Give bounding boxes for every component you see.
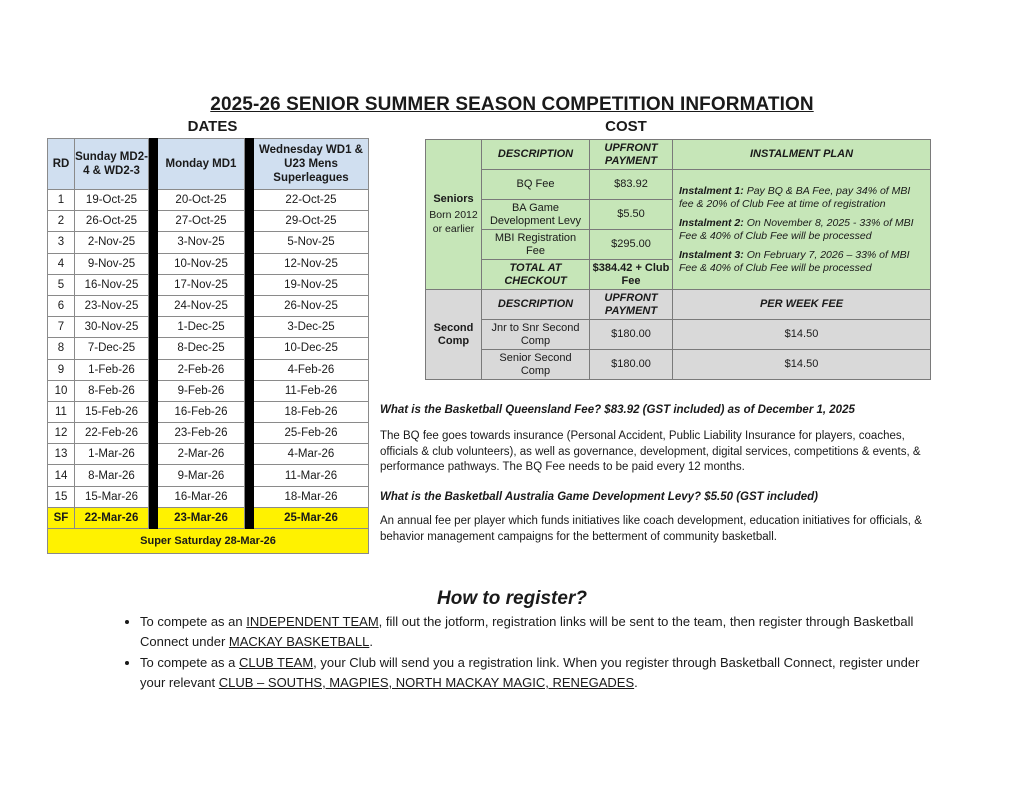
divider [245, 190, 254, 211]
divider [149, 232, 158, 253]
round-row [48, 317, 369, 338]
wednesday-date: 5-Nov-25 [254, 232, 369, 253]
round-row [48, 253, 369, 274]
divider [149, 253, 158, 274]
divider [149, 486, 158, 507]
dates-heading: DATES [187, 118, 238, 135]
round-number: SF [48, 507, 75, 528]
sunday-date: 22-Feb-26 [75, 423, 149, 444]
monday-date: 3-Nov-25 [158, 232, 245, 253]
sunday-date: 8-Mar-26 [75, 465, 149, 486]
sunday-date: 19-Oct-25 [75, 190, 149, 211]
divider [245, 317, 254, 338]
sunday-date: 15-Mar-26 [75, 486, 149, 507]
wednesday-date: 19-Nov-25 [254, 274, 369, 295]
second-desc: Senior Second Comp [482, 350, 590, 380]
round-number: 10 [48, 380, 75, 401]
divider [149, 507, 158, 528]
second-desc-header: DESCRIPTION [482, 290, 590, 320]
seniors-born-label: Born 2012 or earlier [429, 209, 478, 235]
instalment-plan-header: INSTALMENT PLAN [673, 140, 931, 170]
round-number: 15 [48, 486, 75, 507]
sunday-date: 7-Dec-25 [75, 338, 149, 359]
divider [245, 507, 254, 528]
instalment-1: Instalment 1: Pay BQ & BA Fee, pay 34% of MBI fee & 20% of Club Fee at time of registration [679, 184, 911, 210]
divider [149, 139, 158, 190]
round-number: 2 [48, 211, 75, 232]
ba-answer: An annual fee per player which funds initiatives like coach development, education initiatives for officials, & behavior management campaigns for the betterment of community basketball. [380, 515, 922, 543]
divider [149, 465, 158, 486]
sunday-date: 16-Nov-25 [75, 274, 149, 295]
monday-date: 23-Feb-26 [158, 423, 245, 444]
round-number: 7 [48, 317, 75, 338]
second-week-fee: $14.50 [673, 350, 931, 380]
round-number: 4 [48, 253, 75, 274]
monday-date: 20-Oct-25 [158, 190, 245, 211]
round-number: 6 [48, 295, 75, 316]
register-bullet-club: • To compete as a CLUB TEAM, your Club will send you a registration link. When you register through Basketball Connect, register under your relevant CLUB – SOUTHS, MAGPIES, NORTH MACKAY MAGIC, RENEGADES. [140, 653, 940, 693]
sunday-date: 23-Nov-25 [75, 295, 149, 316]
fee-desc: BA Game Development Levy [482, 200, 590, 230]
wednesday-date: 18-Mar-26 [254, 486, 369, 507]
round-row [48, 423, 369, 444]
total-amount: $384.42 + Club Fee [590, 260, 673, 290]
divider [245, 486, 254, 507]
divider [245, 359, 254, 380]
wednesday-date: 12-Nov-25 [254, 253, 369, 274]
register-list [118, 612, 940, 694]
super-saturday-row [48, 529, 369, 554]
divider [149, 190, 158, 211]
register-bullet-independent: • To compete as an INDEPENDENT TEAM, fill out the jotform, registration links will be sent to the team, then register through Basketball Connect under MACKAY BASKETBALL. [140, 612, 940, 652]
total-label: TOTAL AT CHECKOUT [482, 260, 590, 290]
round-row [48, 190, 369, 211]
divider [245, 465, 254, 486]
divider [245, 401, 254, 422]
wednesday-date: 29-Oct-25 [254, 211, 369, 232]
divider [245, 253, 254, 274]
sf-row [48, 507, 369, 528]
header-monday: Monday MD1 [158, 139, 245, 190]
sunday-date: 15-Feb-26 [75, 401, 149, 422]
round-number: 3 [48, 232, 75, 253]
round-number: 8 [48, 338, 75, 359]
divider [149, 295, 158, 316]
divider [149, 423, 158, 444]
round-number: 12 [48, 423, 75, 444]
divider [149, 401, 158, 422]
divider [245, 211, 254, 232]
wednesday-date: 25-Feb-26 [254, 423, 369, 444]
round-number: 9 [48, 359, 75, 380]
divider [245, 295, 254, 316]
round-row [48, 359, 369, 380]
divider [149, 338, 158, 359]
monday-date: 8-Dec-25 [158, 338, 245, 359]
header-rd: RD [48, 139, 75, 190]
round-number: 13 [48, 444, 75, 465]
monday-date: 9-Feb-26 [158, 380, 245, 401]
round-number: 11 [48, 401, 75, 422]
bq-question: What is the Basketball Queensland Fee? $83.92 (GST included) as of December 1, 2025 [380, 404, 855, 416]
divider [149, 444, 158, 465]
wednesday-date: 4-Mar-26 [254, 444, 369, 465]
divider [245, 274, 254, 295]
monday-date: 16-Mar-26 [158, 486, 245, 507]
round-row [48, 401, 369, 422]
divider [245, 423, 254, 444]
round-row [48, 338, 369, 359]
wednesday-date: 18-Feb-26 [254, 401, 369, 422]
bq-answer: The BQ fee goes towards insurance (Personal Accident, Public Liability Insurance for players, coaches, officials & club volunteers), as well as governance, development, digital services, competitions & events, & performance pathways. The BQ Fee needs to be paid every 12 months. [380, 430, 921, 473]
second-week-fee: $14.50 [673, 320, 931, 350]
monday-date: 2-Feb-26 [158, 359, 245, 380]
sunday-date: 8-Feb-26 [75, 380, 149, 401]
ba-question: What is the Basketball Australia Game Development Levy? $5.50 (GST included) [380, 491, 818, 503]
round-number: 1 [48, 190, 75, 211]
cost-heading: COST [605, 118, 647, 135]
instalment-3: Instalment 3: On February 7, 2026 – 33% of MBI Fee & 40% of Club Fee will be processed [679, 248, 910, 274]
divider [149, 359, 158, 380]
seniors-label: Seniors [433, 193, 474, 205]
sunday-date: 30-Nov-25 [75, 317, 149, 338]
fee-desc: BQ Fee [482, 170, 590, 200]
monday-date: 24-Nov-25 [158, 295, 245, 316]
wednesday-date: 3-Dec-25 [254, 317, 369, 338]
divider [245, 232, 254, 253]
sunday-date: 26-Oct-25 [75, 211, 149, 232]
fee-amount: $83.92 [590, 170, 673, 200]
instalment-2: Instalment 2: On November 8, 2025 - 33% of MBI Fee & 40% of Club Fee will be processed [679, 216, 914, 242]
divider [245, 338, 254, 359]
fee-amount: $5.50 [590, 200, 673, 230]
round-row [48, 380, 369, 401]
second-upfront-header: UPFRONT PAYMENT [590, 290, 673, 320]
divider [245, 139, 254, 190]
dates-table [47, 138, 369, 554]
monday-date: 23-Mar-26 [158, 507, 245, 528]
fee-desc: MBI Registration Fee [482, 230, 590, 260]
round-number: 5 [48, 274, 75, 295]
divider [245, 444, 254, 465]
seniors-group-cell [426, 140, 482, 290]
monday-date: 16-Feb-26 [158, 401, 245, 422]
sunday-date: 1-Mar-26 [75, 444, 149, 465]
monday-date: 9-Mar-26 [158, 465, 245, 486]
cost-table [425, 139, 931, 380]
wednesday-date: 11-Mar-26 [254, 465, 369, 486]
round-number: 14 [48, 465, 75, 486]
sunday-date: 9-Nov-25 [75, 253, 149, 274]
wednesday-date: 4-Feb-26 [254, 359, 369, 380]
seniors-upfront-header: UPFRONT PAYMENT [590, 140, 673, 170]
register-heading: How to register? [437, 588, 587, 609]
monday-date: 10-Nov-25 [158, 253, 245, 274]
round-row [48, 211, 369, 232]
sunday-date: 1-Feb-26 [75, 359, 149, 380]
second-amount: $180.00 [590, 350, 673, 380]
instalment-plan-cell [673, 170, 931, 290]
wednesday-date: 10-Dec-25 [254, 338, 369, 359]
seniors-desc-header: DESCRIPTION [482, 140, 590, 170]
round-row [48, 274, 369, 295]
second-comp-label: Second Comp [426, 290, 482, 380]
second-amount: $180.00 [590, 320, 673, 350]
fee-amount: $295.00 [590, 230, 673, 260]
dates-table-body [48, 190, 369, 554]
round-row [48, 486, 369, 507]
round-row [48, 444, 369, 465]
wednesday-date: 26-Nov-25 [254, 295, 369, 316]
wednesday-date: 22-Oct-25 [254, 190, 369, 211]
divider [149, 211, 158, 232]
divider [149, 380, 158, 401]
header-wednesday: Wednesday WD1 & U23 Mens Superleagues [254, 139, 369, 190]
sunday-date: 22-Mar-26 [75, 507, 149, 528]
monday-date: 2-Mar-26 [158, 444, 245, 465]
sunday-date: 2-Nov-25 [75, 232, 149, 253]
monday-date: 1-Dec-25 [158, 317, 245, 338]
divider [149, 317, 158, 338]
second-desc: Jnr to Snr Second Comp [482, 320, 590, 350]
monday-date: 17-Nov-25 [158, 274, 245, 295]
round-row [48, 465, 369, 486]
super-saturday: Super Saturday 28-Mar-26 [48, 529, 369, 554]
round-row [48, 295, 369, 316]
round-row [48, 232, 369, 253]
divider [149, 274, 158, 295]
per-week-header: PER WEEK FEE [673, 290, 931, 320]
page-title: 2025-26 SENIOR SUMMER SEASON COMPETITION INFORMATION [210, 94, 814, 115]
wednesday-date: 11-Feb-26 [254, 380, 369, 401]
header-sunday: Sunday MD2-4 & WD2-3 [75, 139, 149, 190]
divider [245, 380, 254, 401]
wednesday-date: 25-Mar-26 [254, 507, 369, 528]
monday-date: 27-Oct-25 [158, 211, 245, 232]
